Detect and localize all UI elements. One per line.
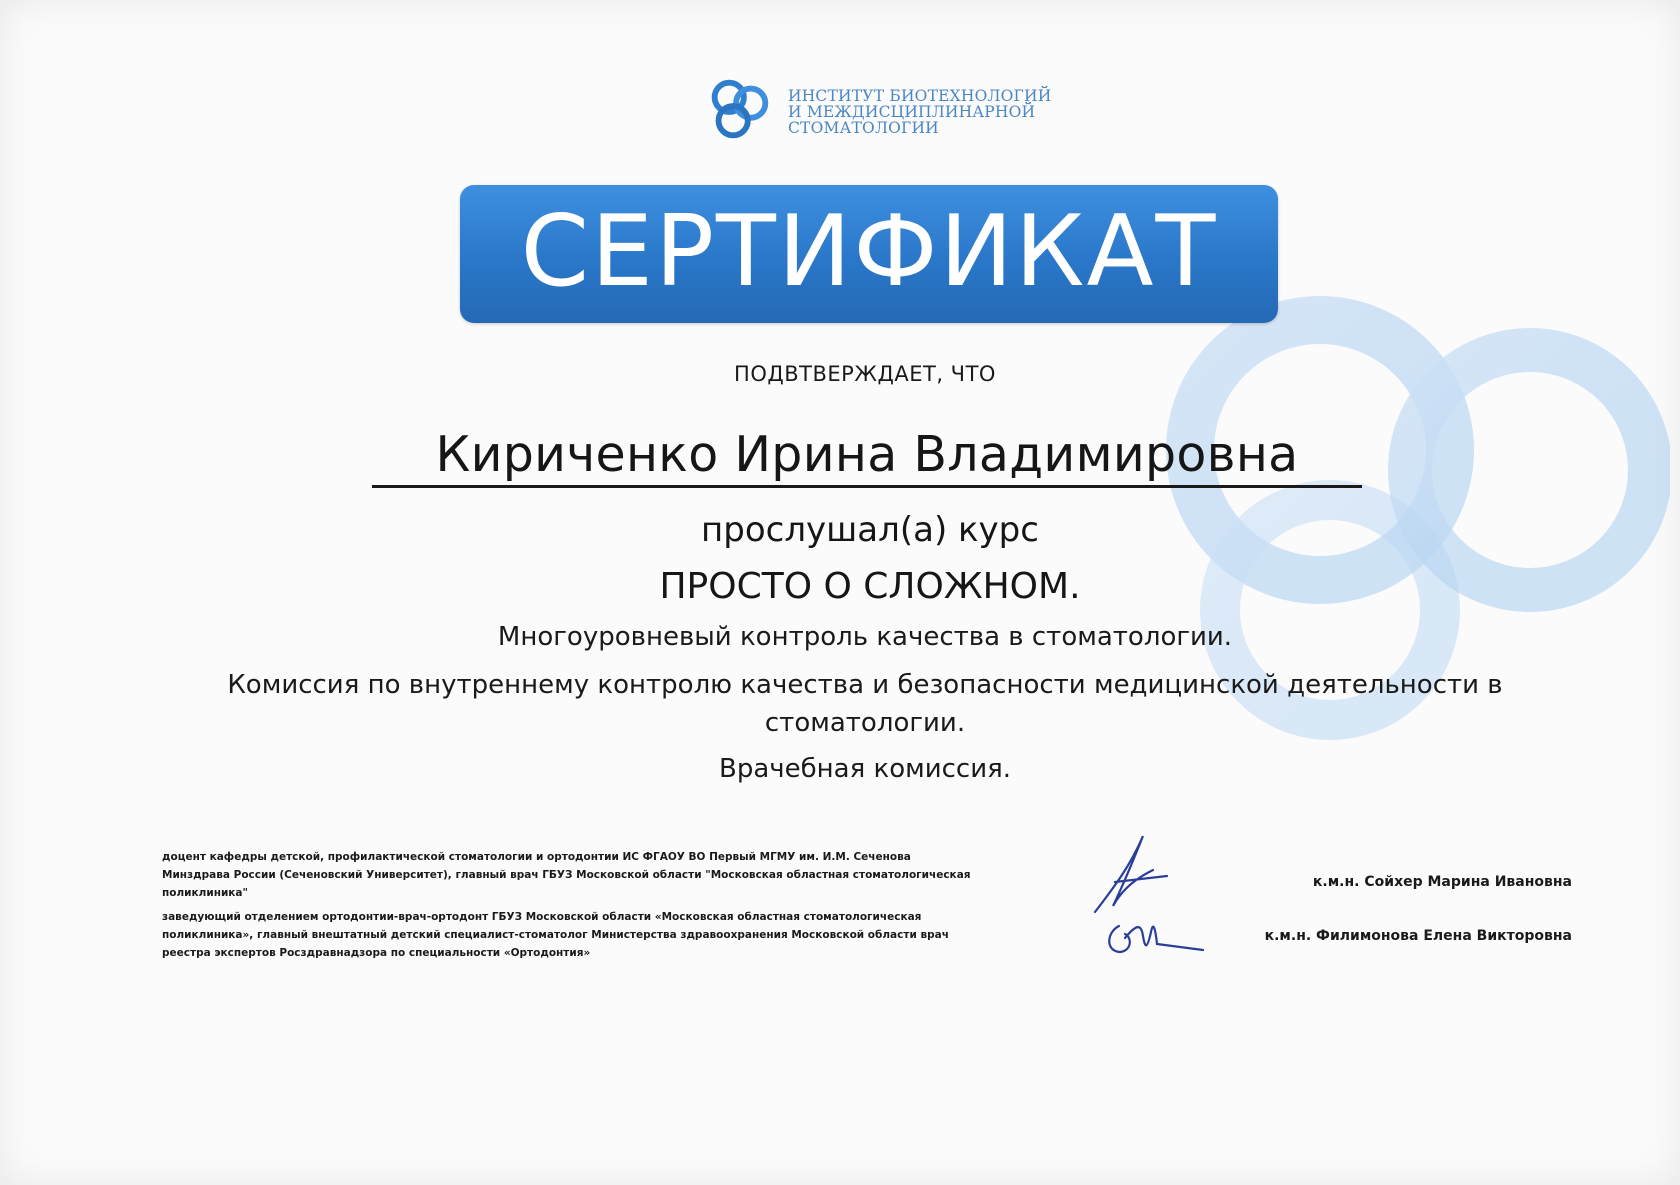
signatory-name: к.м.н. Сойхер Марина Ивановна bbox=[1312, 874, 1572, 890]
institute-name-line: ИНСТИТУТ БИОТЕХНОЛОГИЙ bbox=[788, 87, 1052, 105]
handwritten-signature-icon bbox=[1085, 826, 1205, 966]
course-title: ПРОСТО О СЛОЖНОМ. bbox=[659, 566, 1081, 607]
signatory-description: заведующий отделением ортодонтии-врач-ортодонт ГБУЗ Московской области «Московская областная стоматологическая поликлиника», главный внештатный детский специалист-стоматолог Министерства здравоохранения Московской области врач реестра экспертов Росздравнадзора по специальности «Ортодонтия» bbox=[162, 911, 949, 959]
certificate-title: СЕРТИФИКАТ bbox=[520, 195, 1218, 309]
institute-logo bbox=[700, 70, 1060, 150]
institute-name-line: СТОМАТОЛОГИИ bbox=[788, 119, 939, 137]
institute-name-line: И МЕЖДИСЦИПЛИНАРНОЙ bbox=[788, 103, 1036, 121]
recipient-underline bbox=[372, 485, 1362, 488]
signatory-description: доцент кафедры детской, профилактической стоматологии и ортодонтии ИС ФГАОУ ВО Первый МГМУ им. И.М. Сеченова Минздрава России (Сеченовский Университет), главный врач ГБУЗ Московской области "Московская областная стоматологическая поликлиника" bbox=[162, 851, 971, 899]
certificate-title-banner bbox=[460, 185, 1278, 323]
course-topic: Многоуровневый контроль качества в стоматологии. bbox=[497, 622, 1233, 652]
three-rings-logo-icon bbox=[700, 70, 778, 148]
confirms-text: ПОДВТВЕРЖДАЕТ, ЧТО bbox=[734, 362, 996, 386]
institute-name bbox=[788, 88, 1051, 136]
course-topic: Комиссия по внутреннему контролю качества и безопасности медицинской деятельности в bbox=[227, 670, 1503, 700]
course-intro: прослушал(а) курс bbox=[701, 510, 1039, 550]
course-topic: стоматологии. bbox=[764, 708, 966, 738]
signatory-name: к.м.н. Филимонова Елена Викторовна bbox=[1264, 928, 1572, 944]
course-topic: Врачебная комиссия. bbox=[718, 754, 1012, 784]
recipient-name: Кириченко Ирина Владимировна bbox=[435, 426, 1299, 483]
